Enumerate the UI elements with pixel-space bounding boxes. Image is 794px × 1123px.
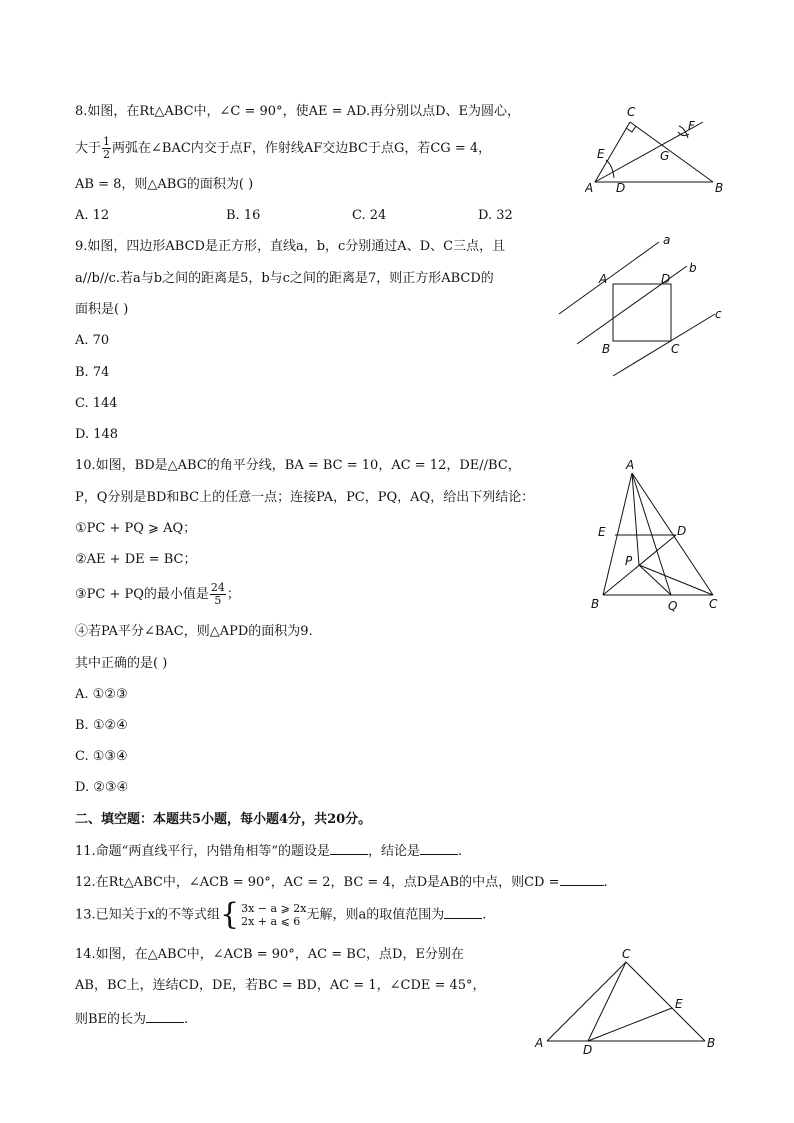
q8-line3: AB = 8，则△ABG的面积为( ) bbox=[75, 177, 254, 192]
q14-label-c: C bbox=[622, 947, 631, 961]
q8-option-a[interactable]: A. 12 bbox=[75, 208, 110, 223]
q10-option-c[interactable]: C. ①③④ bbox=[75, 749, 128, 764]
q8-line2-pre: 大于 bbox=[75, 141, 102, 156]
q10-option-d[interactable]: D. ②③④ bbox=[75, 780, 129, 795]
q13-pre: 13.已知关于x的不等式组 bbox=[75, 907, 221, 923]
q9-label-a: A bbox=[599, 272, 608, 286]
q11-post: . bbox=[457, 844, 463, 859]
q12-pre: 12.在Rt△ABC中，∠ACB = 90°，AC = 2，BC = 4，点D是AB的中点，则CD = bbox=[75, 875, 560, 890]
q10-question: 其中正确的是( ) bbox=[75, 656, 168, 671]
q9-option-c[interactable]: C. 144 bbox=[75, 396, 118, 411]
q9-option-d[interactable]: D. 148 bbox=[75, 427, 119, 442]
q14-side-ac bbox=[547, 962, 626, 1041]
q9-figure bbox=[555, 232, 735, 380]
q10-line1: 10.如图，BD是△ABC的角平分线，BA = BC = 10，AC = 12，DE//BC， bbox=[75, 458, 521, 473]
q10-conclusion-2: ②AE + DE = BC； bbox=[75, 552, 197, 567]
section-2-heading: 二、填空题：本题共5小题，每小题4分，共20分。 bbox=[75, 812, 372, 827]
q10-option-b[interactable]: B. ①②④ bbox=[75, 718, 128, 733]
q13-line bbox=[75, 897, 487, 932]
q9-line-c bbox=[613, 314, 715, 376]
q10-c3-num: 24 bbox=[210, 581, 225, 594]
q10-label-e: E bbox=[598, 525, 606, 539]
q11-blank-conclusion[interactable] bbox=[420, 842, 458, 855]
q9-line3: 面积是( ) bbox=[75, 302, 129, 317]
q8-ray-af bbox=[595, 122, 703, 182]
q8-label-e: E bbox=[597, 147, 605, 161]
q9-label-b: B bbox=[602, 342, 611, 356]
q10-label-a: A bbox=[626, 458, 635, 472]
q10-side-ac bbox=[632, 473, 713, 595]
q12-post: . bbox=[603, 875, 608, 890]
q10-side-ab bbox=[603, 473, 632, 595]
q9-label-line-a: a bbox=[663, 233, 671, 247]
q8-line2-post: 两弧在∠BAC内交于点F，作射线AF交边BC于点G，若CG = 4， bbox=[112, 141, 492, 156]
q9-label-line-c: c bbox=[715, 307, 722, 321]
q10-figure bbox=[585, 455, 735, 620]
q8-label-f: F bbox=[688, 119, 695, 133]
q9-line1: 9.如图，四边形ABCD是正方形，直线a，b，c分别通过A、D、C三点，且 bbox=[75, 239, 506, 254]
q14-segment-cd bbox=[588, 962, 626, 1041]
q8-fraction bbox=[102, 136, 111, 161]
q9-option-b[interactable]: B. 74 bbox=[75, 365, 110, 380]
q14-segment-de bbox=[588, 1008, 672, 1041]
q14-line2: AB，BC上，连结CD，DE，若BC = BD，AC = 1，∠CDE = 45°， bbox=[75, 978, 486, 993]
q8-figure bbox=[585, 100, 735, 200]
q13-system bbox=[241, 902, 306, 928]
q11-line bbox=[75, 842, 462, 861]
q10-segment-pc bbox=[639, 565, 713, 595]
q10-conclusion-3 bbox=[75, 582, 240, 607]
q13-blank[interactable] bbox=[444, 906, 482, 919]
q14-line1: 14.如图，在△ABC中，∠ACB = 90°，AC = BC，点D，E分别在 bbox=[75, 947, 464, 962]
q8-option-c[interactable]: C. 24 bbox=[352, 208, 387, 223]
q9-option-a[interactable]: A. 70 bbox=[75, 333, 110, 348]
q10-label-p: P bbox=[625, 554, 633, 568]
q13-ineq1: 3x − a ⩾ 2x bbox=[241, 902, 307, 915]
q14-label-e: E bbox=[675, 997, 683, 1011]
q8-line2 bbox=[75, 136, 491, 161]
q10-label-c: C bbox=[709, 597, 718, 611]
q10-option-a[interactable]: A. ①②③ bbox=[75, 687, 128, 702]
q14-figure bbox=[530, 944, 730, 1059]
q11-mid: ，结论是 bbox=[367, 844, 420, 859]
q10-c3-post: ； bbox=[226, 587, 240, 602]
q10-conclusion-1: ①PC + PQ ⩾ AQ； bbox=[75, 521, 197, 536]
q8-label-b: B bbox=[715, 181, 724, 195]
q13-ineq2: 2x + a ⩽ 6 bbox=[241, 915, 301, 928]
q8-side-cb bbox=[630, 122, 713, 182]
q14-line3-pre: 则BE的长为 bbox=[75, 1012, 147, 1027]
q9-label-line-b: b bbox=[689, 261, 697, 275]
q9-line2: a//b//c.若a与b之间的距离是5，b与c之间的距离是7，则正方形ABCD的 bbox=[75, 271, 494, 286]
q9-label-c: C bbox=[671, 342, 680, 356]
q11-pre: 11.命题“两直线平行，内错角相等”的题设是 bbox=[75, 844, 330, 859]
q10-c3-den: 5 bbox=[214, 594, 222, 607]
q14-label-d: D bbox=[583, 1043, 593, 1057]
q8-label-g: G bbox=[660, 149, 670, 163]
q13-post: 无解，则a的取值范围为 bbox=[306, 907, 445, 923]
q11-blank-condition[interactable] bbox=[330, 842, 368, 855]
q10-segment-pa bbox=[632, 473, 639, 565]
q8-label-d: D bbox=[616, 181, 626, 195]
q10-label-b: B bbox=[591, 597, 600, 611]
q9-line-a bbox=[559, 242, 659, 314]
q8-label-a: A bbox=[585, 181, 594, 195]
q14-line3-post: . bbox=[184, 1012, 189, 1027]
q8-option-d[interactable]: D. 32 bbox=[478, 208, 513, 223]
q14-blank[interactable] bbox=[146, 1010, 184, 1023]
q10-c3-fraction bbox=[210, 582, 226, 607]
q8-option-b[interactable]: B. 16 bbox=[226, 208, 261, 223]
q8-frac-den: 2 bbox=[103, 148, 111, 161]
q10-conclusion-4: ④若PA平分∠BAC，则△APD的面积为9. bbox=[75, 624, 313, 639]
q10-line2: P，Q分别是BD和BC上的任意一点；连接PA，PC，PQ，AQ，给出下列结论： bbox=[75, 490, 535, 505]
q14-side-cb bbox=[626, 962, 705, 1041]
q14-label-b: B bbox=[707, 1036, 716, 1050]
q9-label-d: D bbox=[661, 272, 671, 286]
q8-frac-num: 1 bbox=[103, 135, 111, 148]
q10-label-d: D bbox=[677, 524, 687, 538]
q13-brace: { bbox=[220, 897, 240, 932]
q14-label-a: A bbox=[535, 1036, 544, 1050]
q12-line bbox=[75, 873, 608, 892]
q8-label-c: C bbox=[627, 105, 636, 119]
q8-line1: 8.如图，在Rt△ABC中，∠C = 90°，使AE = AD.再分别以点D、E为圆心， bbox=[75, 104, 521, 119]
q14-line3 bbox=[75, 1010, 188, 1029]
q13-end: . bbox=[482, 907, 487, 923]
q12-blank[interactable] bbox=[560, 873, 604, 886]
q10-label-q: Q bbox=[668, 599, 678, 613]
q10-c3-pre: ③PC + PQ的最小值是 bbox=[75, 587, 209, 602]
